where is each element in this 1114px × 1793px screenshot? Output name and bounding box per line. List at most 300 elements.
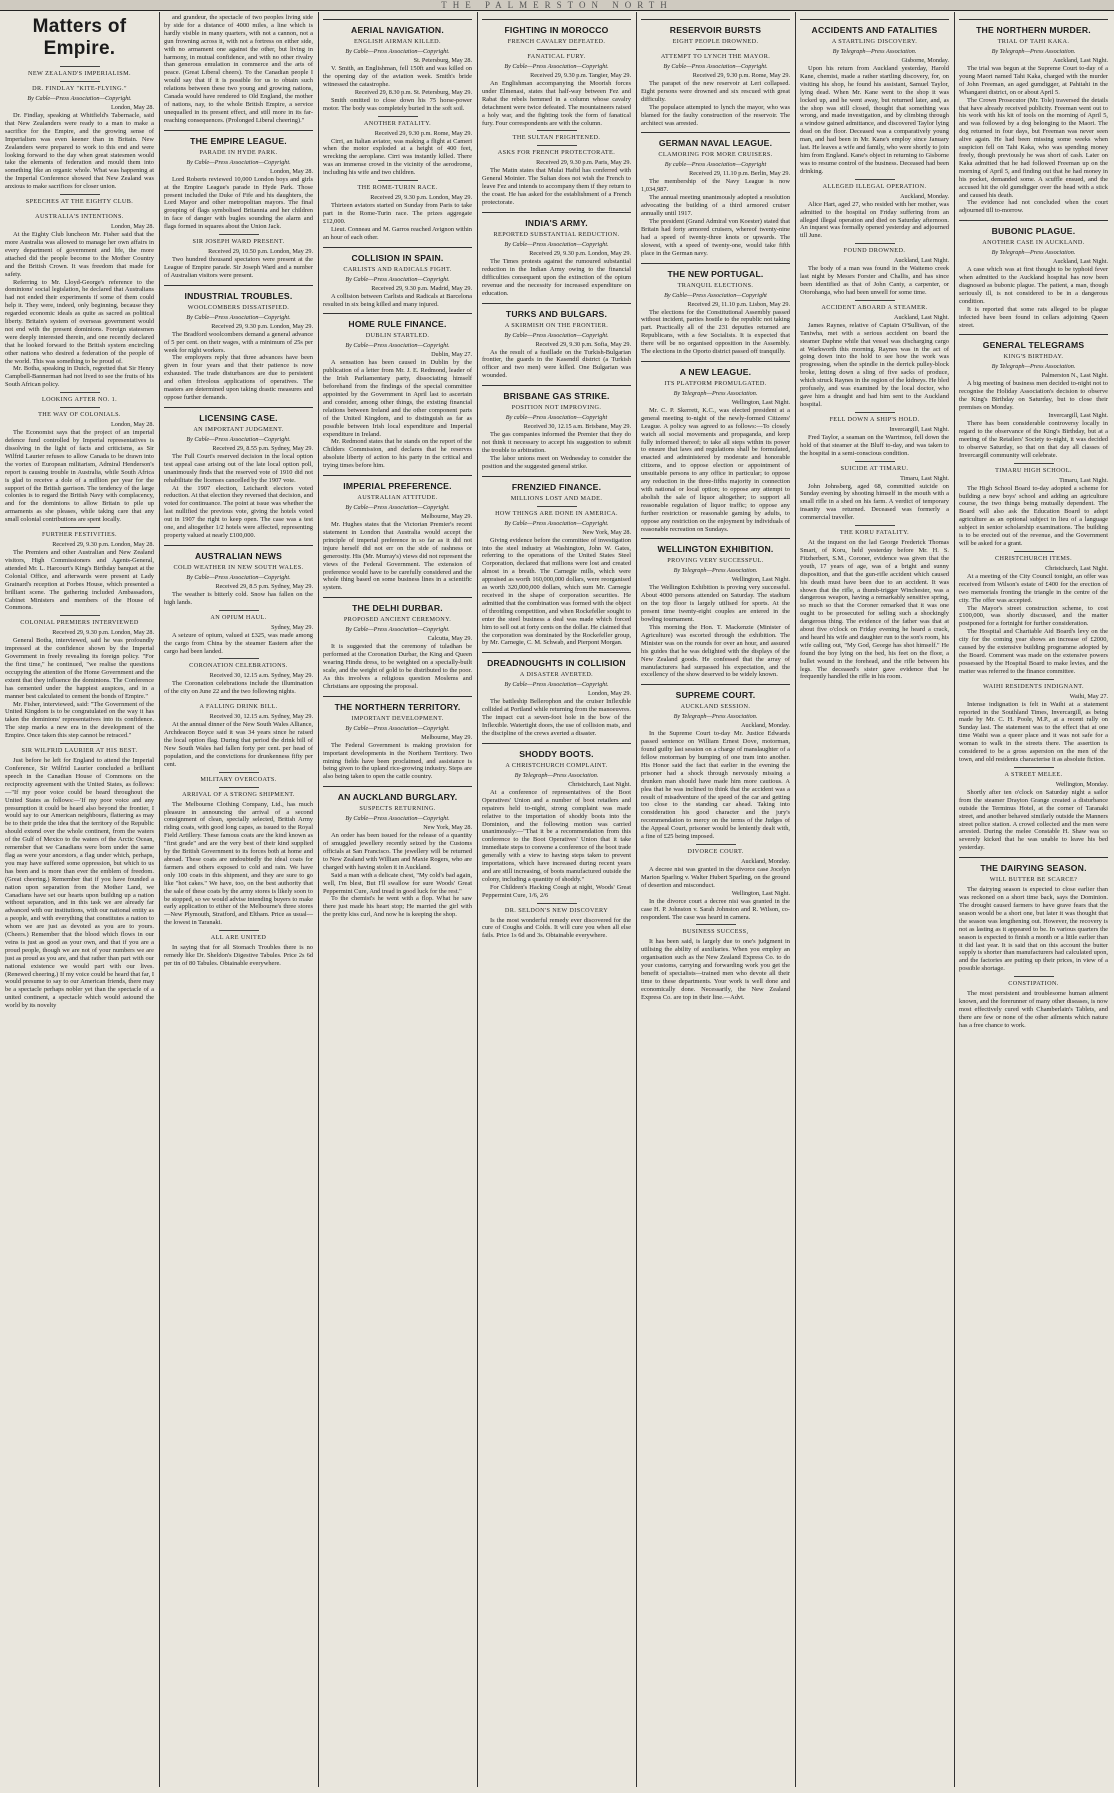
column-rule <box>477 12 478 1787</box>
sub-divider <box>219 699 259 700</box>
sub-divider <box>1014 551 1054 552</box>
article-byline: By Cable—Press Association—Copyright <box>664 291 767 299</box>
article-paragraph: The High School Board to-day adopted a scheme for building a new boys' school and adding an agriculture course, the two things being mutually dependent. The Board will also ask the Education Board to adopt agriculture as an optional subject in lieu of a language subject in senior scholarship examinations. The building is to be erected out of the revenue, and the Government will be asked for a grant. <box>959 484 1108 547</box>
sub-divider <box>60 209 100 210</box>
article-dateline: Waihi, May 27. <box>1069 692 1108 700</box>
article-heading: LICENSING CASE. <box>199 412 278 423</box>
article-dateline: Received 29, 8.55 p.m. Sydney, May 29. <box>212 444 313 452</box>
sub-divider <box>537 903 577 904</box>
article-dateline: Palmerston N., Last Night. <box>1041 372 1108 380</box>
sub-divider <box>378 116 418 117</box>
article <box>323 597 472 690</box>
article-subheading: A DISASTER AVERTED. <box>519 671 594 679</box>
article <box>641 263 790 356</box>
article-divider <box>641 132 790 133</box>
article-paragraph: At the 1907 election, Leichardt electors voted reduction. At that election they reversed that decision, and voted for continuance. The point at issue was whether the last nullified the previous vote, giving the hotels voted out in 1907 the right to keep open. The case was a test one, and altogether 1/2 hotels were affected, representing property valued at nearly £100,000. <box>164 484 313 539</box>
article-subheading: ATTEMPT TO LYNCH THE MAYOR. <box>660 53 771 60</box>
article-subheading: FRENCH CAVALRY DEFEATED. <box>507 38 606 45</box>
article-subheading: AUSTRALIA'S INTENTIONS. <box>35 213 124 221</box>
article-subheading: THE WAY OF COLONIALS. <box>38 411 121 419</box>
article-byline: By Cable—Press Association—Copyright. <box>345 48 450 55</box>
article <box>323 89 472 113</box>
article <box>959 463 1108 548</box>
article-byline: By Cable—Press Association—Copyright. <box>186 158 291 166</box>
article-paragraph: Upon his return from Auckland yesterday, Harold Kane, chemist, made a rather startling discovery, for, on visiting his shop, he found his assistant, Samuel Taylor, lying dead. When Mr. Kane went to the shop it was locked up, and he went away, but returned later, and, as the shop was still closed, thought that something was wrong, and made investigation, and by climbing through a window gained admittance, and discovered Taylor lying dead on the floor. Deceased was a comparatively young man, and had been in Mr. Kane's employ since January last. He leaves a wife and family, who were shortly to join him from England. Kane's object in returning to Gisborne was to resume control of the business. Deceased had been drinking. <box>800 65 949 175</box>
article-heading: THE NEW PORTUGAL. <box>667 268 764 279</box>
article-subheading: SUICIDE AT TIMARU. <box>840 464 909 472</box>
article-paragraph: An order has been issued for the release of a quantity of smuggled jewellery recently seized by the Customs officials at San Francisco. The jewellery will be returned to New Zealand with William and Maxie Rogers, who are charged with having stolen it in Auckland. <box>323 832 472 871</box>
article-paragraph: At a conference of representatives of the Boot Operatives' Union and a number of boot retailers and repairers held to-night, strong complaint was made relative to the importation of shoddy boots into the Dominion, and the following motion was carried unanimously:—"That it be a recommendation from this conference to the Boot Operatives' Union that it take immediate steps to convene a conference of the boot trade generally with a view to having steps taken to prevent importations, which have increased during recent years and are still increasing, of boots manufactured outside the colony, including a quantity of shoddy." <box>482 788 631 883</box>
article <box>323 313 472 470</box>
article-subheading: ANOTHER CASE IN AUCKLAND. <box>982 239 1085 247</box>
article-divider <box>641 361 790 362</box>
article-divider <box>959 220 1108 221</box>
article-dateline: Received 29, 11.10 p.m. Lisbon, May 29. <box>687 300 790 308</box>
article <box>5 392 154 524</box>
article-divider <box>323 597 472 598</box>
article-paragraph: Cirri, an Italian aviator, was making a flight at Cameri when the motor exploded at a height of 400 feet, wrecking the aeroplane. Cirri was instantly killed. There was an immense crowd in the vicinity of the aerodrome, including his wife and two children. <box>323 137 472 177</box>
article-dateline: Received 29, 9.30 p.m. London, May 28. <box>52 541 154 549</box>
article-dateline: Received 29, 9.30 p.m. London, May 29. <box>211 322 313 330</box>
article-subheading: IMPORTANT DEVELOPMENT. <box>351 714 444 722</box>
article-subheading: AN OPIUM HAUL. <box>210 613 267 621</box>
article <box>164 130 313 231</box>
column-4 <box>479 14 634 1784</box>
article <box>5 66 154 191</box>
article-paragraph: The populace attempted to lynch the mayor, who was blamed for the faulty construction of the reservoir. The architect was arrested. <box>641 103 790 127</box>
article-divider <box>164 545 313 546</box>
column-rule <box>318 12 319 1787</box>
article-divider <box>323 786 472 787</box>
article-paragraph: The gas companies informed the Premier that they do not think it necessary to accept his suggestion to submit the trouble to arbitration. <box>482 431 631 454</box>
article <box>482 884 631 900</box>
article-heading: BUBONIC PLAGUE. <box>991 226 1076 237</box>
article-divider <box>164 285 313 286</box>
article-subheading: PARADE IN HYDE PARK. <box>199 148 278 156</box>
article-paragraph: The weather is bitterly cold. Snow has fallen on the high lands. <box>164 590 313 606</box>
article <box>164 658 313 696</box>
article-subheading: AUCKLAND SESSION. <box>680 703 751 711</box>
article-heading: AERIAL NAVIGATION. <box>351 25 444 35</box>
article-paragraph: For Children's Hacking Cough at night, Woods' Great Peppermint Cure, 1/6, 2/6 <box>482 883 631 899</box>
sub-divider <box>855 300 895 301</box>
article-subheading: ITS PLATFORM PROMULGATED. <box>664 379 767 387</box>
article-paragraph: It is reported that some rats alleged to be plague infected have been found in cellars adjoining Queen street. <box>959 305 1108 329</box>
article-byline: By Cable—Press Association—Copyright. <box>345 626 450 634</box>
article-heading: THE DAIRYING SEASON. <box>980 863 1087 874</box>
article-paragraph: The president (Grand Admiral von Koester) stated that Britain had forty armored cruisers, whereof twenty-nine had a speed of twenty-three knots or upwards. The slowest, with a speed of twenty-one, would take fifth place in the German navy. <box>641 217 790 257</box>
article-heading: AUSTRALIAN NEWS <box>194 550 283 561</box>
article-divider <box>323 313 472 314</box>
article-paragraph: Two hundred thousand spectators were present at the League of Empire parade. Sir Joseph Ward and a number of Australian visitors were present. <box>164 256 313 279</box>
column-3 <box>320 14 475 1784</box>
column-rule <box>159 12 160 1787</box>
article-paragraph: Just before he left for England to attend the Imperial Conference, Sir Wilfrid Laurier concluded a brilliant speech in the Canadian House of Commons on the reciprocity agreement with the United States, as follows:—"If my poor voice could be heard throughout the United States as follows:—'If my poor voice and any presumption it could be heard also beyond the frontier, I would say to our American neighbours, flattering as may be to their pride the idea that the territory of the Republic should extend over the whole continent, from the waters of the Gulf of Mexico to the waters of the Arctic Ocean, remember that we Canadians were born under the same flag as were your ancestors, a flag under which, perhaps, you may have suffered some oppression, but which to us has been and is more than ever the emblem of freedom. (Great cheering.) Remember that if you have founded a nation upon separation from the Mother Land, we Canadians have set our hearts upon building up a nation without separation, and in this task we are already far advanced with our institutions, with our national entity as a people, and with everything that constitutes a nation to whom we are just as devoted as you are to yours. (Cheers.) Remember that the blood which flows in our veins is just as good as your own, and that if you are a proud people, though we are not of your numbers we are just as proud as you are, and that rather than part with our national existence we would part with our lives. (Renewed cheering.) If my voice could be heard that far, I would presume to say to our American friends, there may be a spectacle perhaps nobler yet than the spectacle of a united continent, a spectacle which would astound the world by its novelty <box>5 757 154 1010</box>
article-subheading: ALLEGED ILLEGAL OPERATION. <box>822 182 927 190</box>
article-dateline: Auckland, Monday. <box>741 858 790 865</box>
article-heading: RESERVOIR BURSTS <box>669 25 762 35</box>
article-paragraph: The Economist says that the project of an imperial defence fund controlled by Imperial representatives is dissolving in the light of facts and criticisms, as Sir Wilfrid Laurier refuses to allow Canada to be drawn into the vortex of European militarism, Admiral Henderson's report is causing trouble in Australia, while South Africa is glad to receive a dole of a million per year for the support of the British garrison. The tendency of the large colonies is to regard the British Navy with complacency, and for the dominions to allow Britain to pile up armaments as she pleases, while taking care that any small colonial contributions are spent locally. <box>5 429 154 524</box>
article-divider <box>323 475 472 476</box>
article-paragraph: Shortly after ten o'clock on Saturday night a sailor from the steamer Drayton Grange created a disturbance outside the Terminus Hotel, at the corner of Taranaki street, and another behaved similarly outside the Manners street police station. A crowd collected and the men were arrested. During the melee Constable H. Shaw was so severely kicked that he was unable to leave his bed yesterday. <box>959 788 1108 852</box>
article-dateline: Auckland, Monday. <box>900 192 949 200</box>
article-subheading: BUSINESS SUCCESS, <box>682 928 749 936</box>
article-subheading: WAIHI RESIDENTS INDIGNANT. <box>983 682 1084 690</box>
article-paragraph: At the Eighty Club luncheon Mr. Fisher said that the more Australia was allowed to manage her own affairs in every department of government and life, the more attached did the people become to the Mother Country and the British Crown. It was freedom that made for safety. <box>5 231 154 278</box>
article-divider <box>641 19 790 20</box>
article-paragraph: In the divorce court a decree nisi was granted in the case H. P. Johnston v. Sarah Johnston and R. Wilson, co-respondent. The case was heard in camera. <box>641 897 790 921</box>
sub-divider <box>60 407 100 408</box>
article-dateline: Received 29, 9.30 p.m. Tangier, May 29. <box>530 72 631 79</box>
article-divider <box>323 696 472 697</box>
article-paragraph: To the chemist's he went with a flop. What he saw there just made his heart stop; He married the girl with the pretty kiss curl, And now he is keeping the shop. <box>323 895 472 919</box>
article <box>482 743 631 884</box>
article-byline: By Cable—Press Association—Copyright. <box>186 313 291 321</box>
article-subheading: POSITION NOT IMPROVING. <box>511 404 602 412</box>
article-dateline: Auckland, Monday. <box>741 722 790 730</box>
article-subheading: SIR WILFRID LAURIER AT HIS BEST. <box>21 747 138 755</box>
article-paragraph: At the annual dinner of the New South Wales Alliance, Archdeacon Boyce said it was 34 years since he raised the local option flag. During that period the drink bill of New South Wales had fallen forty per cent. per head of population, and the convictions for drunkenness fifty per cent. <box>164 721 313 768</box>
article <box>323 116 472 178</box>
article-dateline: Received 29, 9.30 p.m. Rome, May 29. <box>692 72 790 79</box>
article-subheading: AN IMPORTANT JUDGMENT. <box>193 425 284 433</box>
article-divider <box>959 334 1108 335</box>
article-paragraph: It is suggested that the ceremony of tuladhan be performed at the Coronation Durbar, the King and Queen wearing Hindu dress, to be weighted on a specially-built scale, and the weight of gold to be distributed to the poor. As this involves a religious question Moslems and Christians are opposing the proposal. <box>323 643 472 690</box>
article-paragraph: James Raynes, relative of Captain O'Sullivan, of the Taniwha, met with a serious accident on board the steamer Daphne while that vessel was discharging cargo at Warkworth this morning. Raynes was in the act of going down into the hold to see how the work was progressing, when the spindle in the derrick pulley-block broke, letting down a sling of five sacks of produce, which struck Raynes in the region of the kidneys. He bled profusely, and was examined by the local doctor, who gave him a draught and had him sent to the Auckland hospital. <box>800 321 949 408</box>
article-paragraph: V. Smith, an Englishman, fell 150ft and was killed on the opening day of the aviation week. Smith's bride witnessed the catastrophe. <box>323 65 472 88</box>
article-byline: By Telegraph—Press Association. <box>832 48 917 55</box>
sub-divider <box>60 527 100 528</box>
article-dateline: New York, May 28. <box>423 824 472 832</box>
sub-divider <box>60 66 100 67</box>
article <box>164 610 313 656</box>
article-paragraph: The elections for the Constitutional Assembly passed without incident, parties hostile to the republic not taking part. Practically all of the 231 deputies returned are Republicans, with a few Socialists. It is expected that there will be no organised opposition in the Assembly. The elections in the Oporto district passed off tranquilly. <box>641 308 790 356</box>
article <box>482 903 631 941</box>
article <box>164 699 313 768</box>
article-dateline: Auckland, Last Night. <box>1053 258 1108 266</box>
article-subheading: THE ROME-TURIN RACE. <box>357 184 438 192</box>
article-heading: FRENZIED FINANCE. <box>511 481 602 492</box>
article <box>641 19 790 127</box>
article-paragraph: The Premiers and other Australian and New Zealand visitors, High Commissioners and Agents-General, attended Mr. L. Harcourt's King's Birthday banquet at the Colonial Office, and afterwards were present at Lady Grainard's reception at Forbes House, which presented a brilliant scene. The gathering included Ambassadors, Cabinet Ministers and members of the House of Commons. <box>5 549 154 612</box>
article-subheading: AUSTRALIAN ATTITUDE. <box>357 494 438 502</box>
article-subheading: TRANQUIL ELECTIONS. <box>677 281 754 289</box>
article-dateline: St. Petersburg, May 28. <box>413 57 472 64</box>
article-paragraph: A decree nisi was granted in the divorce case Jocelyn Marion Sparling v. Walter Hubert Sparling, on the ground of desertion and misconduct. <box>641 866 790 889</box>
article-dateline: Received 29, 9.30 p.m. Paris, May 29. <box>536 159 631 167</box>
article <box>959 679 1108 764</box>
article-paragraph: The dairying season is expected to close earlier than was reckoned on a short time back, says the Dominion. The drought caused farmers to have grave fears that the season would be a short one, but later it was thought that the season was lengthening out. However, the recovery is not as lasting as it appeared to be. In various quarters the season is expected to finish a month or a little earlier than it did last year. It is said that on this account the butter supply is shorter than manufacturers had calculated upon, and the factories are putting up their prices, in view of a possible shortage. <box>959 886 1108 973</box>
article-subheading: CORONATION CELEBRATIONS. <box>189 662 288 670</box>
article-heading: AN AUCKLAND BURGLARY. <box>337 792 458 803</box>
article-heading: HOME RULE FINANCE. <box>348 319 447 330</box>
article-subheading: THE KORU FATALITY. <box>839 529 910 537</box>
sub-divider <box>696 924 736 925</box>
article <box>800 243 949 297</box>
article-dateline: Received 29, 11.10 p.m. Berlin, May 29. <box>689 170 790 178</box>
article-dateline: Dublin, May 27. <box>431 351 472 359</box>
article-paragraph: A case which was at first thought to be typhoid fever when admitted to the Auckland hospital has now been diagnosed as bubonic plague. The patient, a man, though seriously ill, is not considered to be in a dangerous condition. <box>959 266 1108 305</box>
article <box>164 545 313 607</box>
article <box>800 412 949 458</box>
article <box>323 786 472 872</box>
article-dateline: Received 29, 9.30 p.m. London, May 29. <box>529 249 631 257</box>
sub-divider <box>1014 767 1054 768</box>
article-paragraph: Mr. C. P. Skerrett, K.C., was elected president at a general meeting to-night of the newly-formed Citizens' League. A policy was agreed to as follows:—To closely watch all social movements and propaganda, and keep fully informed thereof; to take all steps within its power to ensure that laws and regulations shall be formulated, enacted and administered by moderate and honorable citizens, and to oppose election or appointment of unsuitable persons to any office in particular; to oppose any reduction in the three-fifths majority in connection with national or local option; to oppose any attempt to abolish the sale of liquor altogether; to support all reasonable regulation of liquor traffic; to oppose any further restriction or reasonable gaming by adults, to oppose any restriction on the enjoyment by individuals of reasonable recreation on Sundays. <box>641 406 790 533</box>
article-dateline: Auckland, Last Night. <box>1053 57 1108 64</box>
article-subheading: KING'S BIRTHDAY. <box>1003 353 1064 361</box>
article-divider <box>482 303 631 304</box>
article-dateline: Received 29, 8.30 p.m. St. Petersburg, May 29. <box>354 88 472 96</box>
article-dateline: Received 29, 9.30 p.m. London, May 28. <box>52 629 154 637</box>
article-heading: WELLINGTON EXHIBITION. <box>657 544 774 555</box>
article-byline: By Cable—Press Association—Copyright. <box>345 275 450 283</box>
article <box>800 179 949 241</box>
article-byline: By Cable—Press Association—Copyright. <box>345 724 450 732</box>
article-dateline: Received 29, 9.30 p.m. Sofia, May 29. <box>535 340 631 348</box>
article-paragraph: The evidence had not concluded when the court adjourned till to-morrow. <box>959 199 1108 215</box>
article-dateline: Wellington, Last Night. <box>731 576 790 584</box>
sub-divider <box>855 412 895 413</box>
article-paragraph: Lieut. Conneau and M. Garros reached Avignon within an hour of each other. <box>323 225 472 241</box>
article-paragraph: In saying that for all Stomach Troubles there is no remedy like Dr. Sheldon's Digestive Tabules. Price 2s 6d per tin of 80 Tabules. Obtainable everywhere. <box>164 944 313 967</box>
article <box>641 361 790 534</box>
article-paragraph: The labor unions meet on Wednesday to consider the position and the suggested general strike. <box>482 454 631 470</box>
article-heading: A NEW LEAGUE. <box>679 366 752 377</box>
article-dateline: Gisborne, Monday. <box>901 57 949 64</box>
article-divider <box>323 19 472 20</box>
article-subheading: WOOLCOMBERS DISSATISFIED. <box>187 303 290 311</box>
article-dateline: Invercargill, Last Night. <box>889 425 949 433</box>
article-dateline: Melbourne, May 29. <box>421 513 472 521</box>
article <box>164 407 313 540</box>
article-dateline: Auckland, Last Night. <box>894 313 949 321</box>
article-divider <box>800 19 949 20</box>
article-byline: By Cable—Press Association—Copyright. <box>504 331 609 339</box>
sub-divider <box>1014 976 1054 977</box>
sub-divider <box>855 179 895 180</box>
sub-divider <box>219 234 259 235</box>
article-dateline: Auckland, Last Night. <box>894 257 949 265</box>
article-subheading: ASKS FOR FRENCH PROTECTORATE. <box>497 149 616 157</box>
sub-divider <box>855 525 895 526</box>
article <box>5 743 154 1010</box>
article-byline: By Cable—Press Association—Copyright. <box>27 95 132 102</box>
article-subheading: WILL BUTTER BE SCARCE? <box>989 876 1078 884</box>
masthead-strip: THE PALMERSTON NORTH <box>0 0 1114 11</box>
article <box>482 130 631 207</box>
article-divider <box>482 743 631 744</box>
article-heading: ACCIDENTS AND FATALITIES <box>811 25 938 35</box>
article-divider <box>482 212 631 213</box>
sub-divider <box>60 392 100 393</box>
article-subheading: PROPOSED ANCIENT CEREMONY. <box>343 616 452 624</box>
article-subheading: SUSPECTS RETURNING. <box>359 805 436 813</box>
article-paragraph: Lord Roberts reviewed 10,000 London boys and girls at the Empire League's parade in Hyde Park. Those present included the Duke of Fife and his daughters, the Lord Mayor and other metropolitan mayors. The final grouping of flags symbolised Britannia and her children in face of danger with bugles sounding the alarm and flags formed in squares about the Union Jack. <box>164 175 313 231</box>
article-byline: By Telegraph—Press Association. <box>673 713 758 721</box>
article-heading: INDIA'S ARMY. <box>525 217 588 228</box>
article-subheading: FOUND DROWNED. <box>843 247 906 255</box>
column-5 <box>638 14 793 1784</box>
article-paragraph: An Englishman accompanying the Moorish forces under Elmenasi, states that half-way between Fez and Rabat the rebels hemmed in a column whose cavalry detachment were twice defeated. The mountaineers raised a holy war, and the fighting took the form of fanatical fury. Four correspondents are with the column. <box>482 80 631 127</box>
article-paragraph: The Full Court's reserved decision in the local option test appeal case arising out of the late local option poll, unanimously finds that the reserved vote of 1910 did not rehabilitate the licenses cancelled by the 1907 vote. <box>164 452 313 484</box>
article-paragraph: This morning the Hon. T. Mackenzie (Minister of Agriculture) was escorted through the exhibition. The Minister was on the rounds for over an hour, and assured his guides that he was delighted with the displays of the New Zealand goods. He confessed that the array of manufacturers had surpassed his expectation, and the excellency of the show deserved to be widely known. <box>641 623 790 679</box>
article-heading: THE NORTHERN TERRITORY. <box>334 701 461 712</box>
article-divider <box>959 857 1108 858</box>
sub-divider <box>696 49 736 50</box>
article-subheading: COLONIAL PREMIERS INTERVIEWED <box>20 619 139 627</box>
article-subheading: A CHRISTCHURCH COMPLAINT. <box>505 761 608 769</box>
article-byline: By Cable—Press Association—Copyright. <box>504 240 609 248</box>
column-6 <box>797 14 952 1784</box>
article-subheading: FANATICAL FURY. <box>527 53 586 60</box>
article-subheading: REPORTED SUBSTANTIAL REDUCTION. <box>493 230 620 238</box>
article-heading: BRISBANE GAS STRIKE. <box>503 391 610 402</box>
article-dateline: Calcutta, May 29. <box>427 635 472 643</box>
article <box>164 285 313 402</box>
column-rule <box>954 12 955 1787</box>
article-subheading: A STREET MELEE. <box>1004 770 1063 778</box>
sub-divider <box>219 787 259 788</box>
article-paragraph: It has been said, is largely due to one's judgment in utilising the ability of auxiliaries. When you employ an organisation such as the New Zealand Express Co. to do your customs, carrying and forwarding work you get the benefit of specialists—trained men who devote all their time to these departments. Your work is well done and economically done. Necessarily, the New Zealand Express Co. are top in their line.—Advt. <box>641 938 790 1001</box>
article-byline: By Cable—Press Association—Copyright. <box>345 504 450 512</box>
article-dateline: London, May 29. <box>588 690 631 698</box>
article-heading: IMPERIAL PREFERENCE. <box>343 481 452 492</box>
article-subheading: A STARTLING DISCOVERY. <box>831 38 918 45</box>
article-byline: By Cable—Press Association—Copyright. <box>663 63 768 70</box>
article <box>482 652 631 738</box>
article-subheading: TRIAL OF TAHI KAKA. <box>997 38 1070 45</box>
article-paragraph: The employers reply that three advances have been given in four years and that their patience is now exhausted. The trade disturbances are due to persistent and often frivolous applications of operatives. The masters are determined upon taking drastic measures and oppose further demands. <box>164 354 313 401</box>
article-subheading: DUBLIN STARTLED. <box>365 332 430 340</box>
article <box>164 772 313 928</box>
article-paragraph: The Hospital and Charitable Aid Board's levy on the city for the coming year shows an increase of £2000, caused by the extensive building programme adopted by the Board. Comment was made on the extensive powers possessed by the Hospital Board to make levies, and the matter was referred to the finance committee. <box>959 628 1108 675</box>
article-dateline: Received 30, 12.15 a.m. Brisbane, May 29. <box>523 423 631 431</box>
article-paragraph: At a meeting of the City Council tonight, an offer was received from Wilson's estate of £400 for the erection of two memorials fronting the triangle in the centre of the city. The offer was accepted. <box>959 572 1108 604</box>
article <box>959 976 1108 1030</box>
article-dateline: Christchurch, Last Night. <box>1045 564 1108 572</box>
article-paragraph: Mr. Redmond states that he stands on the report of the Childers Commission, and declares that he reserves absolute liberty of action to his party in the critical and trying times before him. <box>323 438 472 470</box>
article-subheading: NEW ZEALAND'S IMPERIALISM. <box>27 70 131 77</box>
article-subheading: MILITARY OVERCOATS. <box>200 775 277 783</box>
article-paragraph: The annual meeting unanimously adopted a resolution advocating the building of a third armored cruiser annually until 1917. <box>641 194 790 218</box>
article-paragraph: The Coronation celebrations include the illumination of the city on June 22 and the two following nights. <box>164 680 313 696</box>
article-paragraph: In the Supreme Court to-day Mr. Justice Edwards passed sentence on William Ernest Dove, motorman, found guilty last session on a charge of manslaughter of a fellow motorman by bumping of one tram into another. His Honor said the fact that earlier in the evening the prisoner had a shock through nervously missing a drunken man should have made him more cautious. A plea that he was inclined to think that the accident was a result of misadventure of the speed of the car and getting too close to the standing car ahead. Taking into consideration his good character and the jury's recommendation to mercy on the terms of the Judges of the Appeal Court, prisoner would be leniently dealt with, a fine of £25 being imposed. <box>641 730 790 841</box>
article-byline: By Telegraph—Press Association. <box>991 48 1076 55</box>
article-subheading: HOW THINGS ARE DONE IN AMERICA. <box>495 509 618 517</box>
article-byline: By cable—Press Association—Copyright <box>505 414 608 422</box>
article-paragraph: A collision between Carlists and Radicals at Barcelona resulted in six being killed and many injured. <box>323 292 472 308</box>
sub-divider <box>1014 463 1054 464</box>
article-paragraph: Fred Taylor, a seaman on the Warrimoo, fell down the hold of that steamer at the Bluff to-day, and was taken to the hospital in a semi-conscious condition. <box>800 433 949 457</box>
article <box>482 303 631 381</box>
article-divider <box>641 684 790 685</box>
sub-divider <box>219 930 259 931</box>
article <box>323 180 472 242</box>
article-subheading: FELL DOWN A SHIP'S HOLD. <box>829 415 920 423</box>
article-heading: THE NORTHERN MURDER. <box>976 25 1091 35</box>
article <box>641 924 790 1001</box>
article-paragraph: Dr. Findlay, speaking at Whitfield's Tabernacle, said that New Zealanders were ready to a man to make a sacrifice for the Empire, and the growing sense of Imperialism was even keener than in Britain. New Zealanders were prepared to work to this end and were looking forward to the day when great statesmen would take the elements of federation and mould them into something like an organic whole. What was happening at the Imperial Conference showed that New Zealand was anxious to make sacrifices for closer union. <box>5 112 154 191</box>
article-paragraph: The Mayor's street construction scheme, to cost £100,000, was shortly discussed, and the matter postponed for a fortnight for further consideration. <box>959 604 1108 628</box>
article <box>959 551 1108 676</box>
article <box>482 385 631 471</box>
article-paragraph: The battleship Bellerophon and the cruiser Inflexible collided at Portland while returning from the manoeuvres. The impact cut a seven-foot hole in the bow of the Inflexible. Watertight doors, the use of collision mats, and the discipline of the crews averted a disaster. <box>482 698 631 737</box>
article <box>959 220 1108 329</box>
article-subheading: FURTHER FESTIVITIES. <box>41 531 117 539</box>
article-dateline: Received 29, 9.30 p.m. Rome, May 29. <box>374 129 472 137</box>
article <box>959 412 1108 460</box>
article-paragraph: Mr. Hughes states that the Victorian Premier's recent statement in London that Australia would accept the principle of imperial preference in so far as it did not injure herself did not err on the side of rashness or generosity. His (Mr. Murray's) views did not represent the views of the Federal Government. The extension of preference would have to be carefully considered and the whole thing based on some business lines in a scientific system. <box>323 521 472 592</box>
article-subheading: COLD WEATHER IN NEW SOUTH WALES. <box>173 563 304 571</box>
article-paragraph: and grandeur, the spectacle of two peoples living side by side for a distance of 4000 miles, a line which is hardly visible in many quarters, with not a cannon, not a gun frowning across it, with not a fortress on either side, with no armament one against the other, but living in harmony, in mutual confidence, and with no other rivalry than generous emulation in commerce and the arts of peace. (Great Liberal cheers). To the Canadian people I would say that if it is possible for us to obtain such relations between these two young and growing nations, Canada would have rendered to Old England, the mother of nations, nay, to the whole British Empire, a service unequalled in its present effect, and still more in its far-reaching consequences. (Prolonged Liberal cheering)." <box>164 14 313 124</box>
article <box>482 19 631 127</box>
article-divider <box>164 407 313 408</box>
sub-divider <box>60 615 100 616</box>
article-byline: By Cable—Press Association—Copyright. <box>186 573 291 581</box>
article-divider <box>482 385 631 386</box>
sub-divider <box>60 743 100 744</box>
article <box>323 696 472 782</box>
article-subheading: DR. FINDLAY "KITE-FLYING." <box>32 85 127 92</box>
sub-divider <box>60 194 100 195</box>
article-byline: By Telegraph—Press Association. <box>991 363 1076 371</box>
article-byline: By Cable—Press Association—Copyright. <box>345 342 450 350</box>
article-paragraph: The trial was begun at the Supreme Court to-day of a young Maori named Tahi Kaka, charged with the murder of John Freeman, an aged gumdigger, at Pahitahi in the Whangarei district, on or about April 5. <box>959 65 1108 96</box>
article-paragraph: As the result of a fusillade on the Turkish-Bulgarian frontier, the guards in the Kasendil district (a Turkish officer and two men) were killed. One Bulgarian was wounded. <box>482 348 631 380</box>
article-subheading: EIGHT PEOPLE DROWNED. <box>672 38 759 45</box>
article <box>323 475 472 592</box>
article-subheading: ACCIDENT ABOARD A STEAMER. <box>821 303 928 311</box>
article-paragraph: A sensation has been caused in Dublin by the publication of a letter from Mr. J. E. Redmond, leader of the Irish Parliamentary party, dissociating himself beforehand from the findings of the special committee appointed by the Government in April last to ascertain and consider, among other things, the existing financial relations between Ireland and the other component parts of the United Kingdom, and to distinguish as far as possible between Irish local expenditure and Imperial expenditure in Ireland. <box>323 359 472 438</box>
article-dateline: Timaru, Last Night. <box>1059 476 1108 484</box>
article-paragraph: The most persistent and troublesome human ailment known, and the forerunner of many other diseases, is now most effectively cured with Chamberlain's Tablets, and there are few or none of the other ailments which nature has a free chance to work. <box>959 990 1108 1029</box>
article-subheading: THE SULTAN FRIGHTENED. <box>512 134 601 142</box>
article-byline: By cable—Press Association—Copyright <box>664 161 767 169</box>
article-paragraph: There has been considerable controversy locally in regard to the observance of the King's Birthday, but at a meeting of the Retailers' Society to-night, it was decided to observe Saturday, so that on that day all classes of Invercargill community will celebrate. <box>959 420 1108 459</box>
article-paragraph: John Johnsberg, aged 68, committed suicide on Sunday evening by shooting himself in the mouth with a small rifle in a shed on his farm. A verdict of temporary insanity was returned. Deceased was formerly a commercial traveller. <box>800 482 949 522</box>
article-paragraph: Referring to Mr. Lloyd-George's reference to the dominions' social legislation, he declared that Australians had not ended their experiments if some of them could help it. They were, indeed, only beginning, because they regarded economic ideals as quite as sacred as political liberty. Britain's system of overseas government would not end with the present dominions. Foreign statesmen were deeply interested therein, and one recently declared that he looked forward to the British system encircling other nations who desired a federation of the people of the world. This was something to be proud of. <box>5 278 154 365</box>
article-paragraph: Mr. Fisher, interviewed, said: "The Government of the United Kingdom is to be congratulated on the way it has taken the dominions' representatives into its confidence. The step marks a new era in the development of the Empire. Once taken this step cannot be retraced." <box>5 700 154 740</box>
article <box>959 334 1108 412</box>
article-paragraph: Thirteen aviators started on Sunday from Paris to take part in the Rome-Turin race. The prizes aggregate £12,000. <box>323 202 472 225</box>
article-byline: By Telegraph—Press Association. <box>514 771 599 779</box>
article <box>482 476 631 648</box>
article <box>5 615 154 740</box>
article-paragraph: Mr. Botha, speaking in Dutch, regretted that Sir Henry Campbell-Bannerman had not lived to see the fruits of his South African policy. <box>5 365 154 389</box>
article-heading: INDUSTRIAL TROUBLES. <box>184 290 293 301</box>
article <box>323 19 472 89</box>
article-heading: SUPREME COURT. <box>675 690 756 701</box>
article-dateline: Sydney, May 29. <box>271 623 313 631</box>
article-divider <box>959 19 1108 20</box>
article-heading: COLLISION IN SPAIN. <box>351 252 444 263</box>
article <box>800 525 949 681</box>
article <box>641 890 790 922</box>
article <box>959 19 1108 215</box>
article-paragraph: The body of a man was found in the Waitemo creek last night by Messrs Forster and Challis, and has since been identified as that of John Canty, a carpenter, or Otorohanga, who had been unwell for some time. <box>800 265 949 296</box>
article-dateline: Melbourne, May 29. <box>421 733 472 741</box>
article-dateline: Received 30, 12.15 a.m. Sydney, May 29. <box>209 713 313 721</box>
sub-divider <box>219 772 259 773</box>
article-heading: GENERAL TELEGRAMS <box>982 340 1085 351</box>
article-subheading: DR. SELDON'S NEW DISCOVERY <box>504 906 609 914</box>
article-subheading: A SKIRMISH ON THE FRONTIER. <box>504 321 609 329</box>
article <box>164 14 313 125</box>
article-subheading: SPEECHES AT THE EIGHTY CLUB. <box>25 198 134 206</box>
sub-divider <box>537 506 577 507</box>
article-divider <box>641 263 790 264</box>
